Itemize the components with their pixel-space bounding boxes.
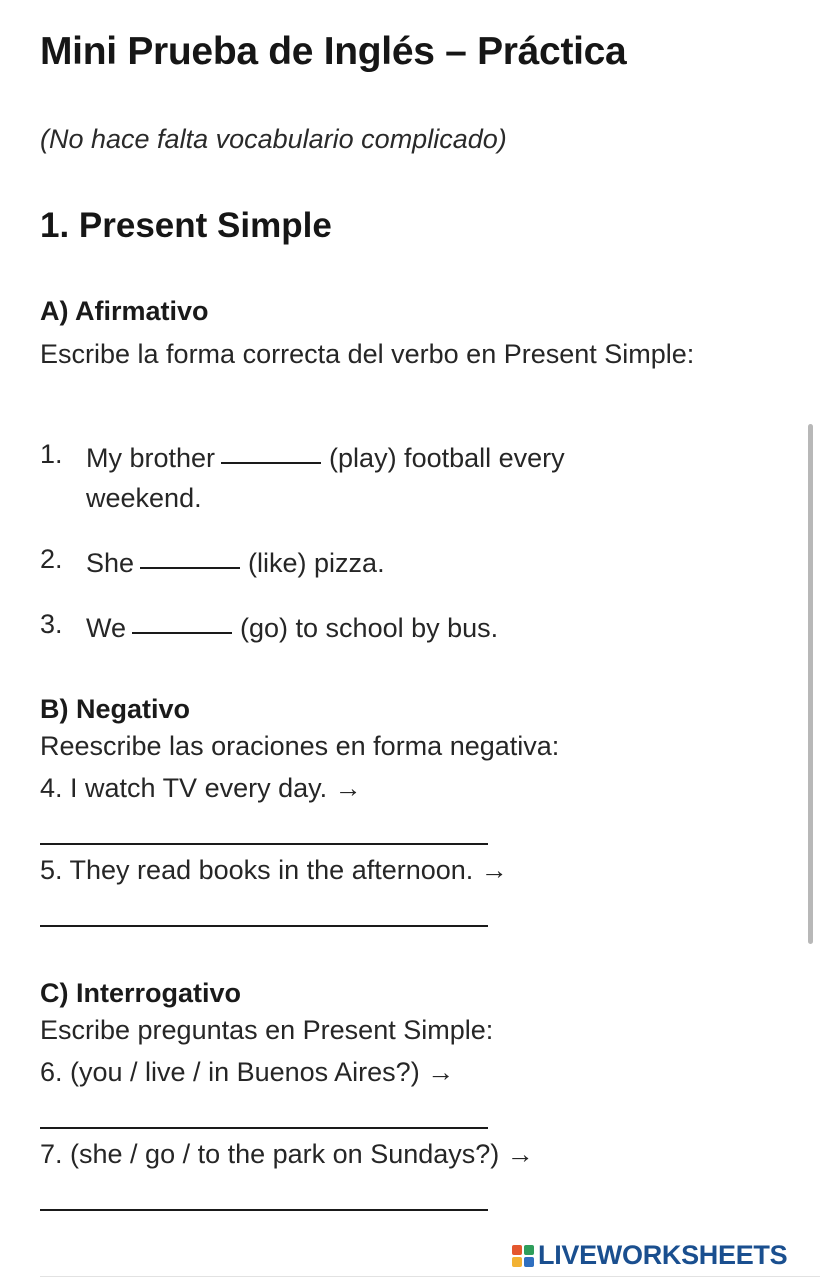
item-4-prompt: 4. I watch TV every day. → [40, 773, 362, 803]
part-b-instruction: Reescribe las oraciones en forma negativa: [40, 731, 560, 761]
item-1-before: My brother [86, 443, 216, 473]
item-3-blank[interactable] [132, 631, 232, 634]
item-1-continuation: weekend. [86, 483, 202, 513]
item-5-prompt: 5. They read books in the afternoon. → [40, 855, 508, 885]
item-1-blank[interactable] [221, 461, 321, 464]
part-b-heading: B) Negativo [40, 694, 191, 724]
item-3-after: (go) to school by bus. [240, 613, 499, 643]
item-2 [86, 543, 385, 583]
page-title: Mini Prueba de Inglés – Práctica [40, 30, 627, 73]
item-6-answer-line[interactable] [40, 1127, 488, 1129]
item-3-before: We [86, 613, 127, 643]
part-c-heading: C) Interrogativo [40, 978, 242, 1008]
section-heading-present-simple: 1. Present Simple [40, 206, 332, 245]
bottom-divider [40, 1276, 820, 1277]
liveworksheets-brand[interactable] [512, 1240, 787, 1271]
item-4-answer-line[interactable] [40, 843, 488, 845]
liveworksheets-logo-icon [512, 1245, 534, 1267]
brand-wordmark: LIVEWORKSHEETS [538, 1240, 788, 1270]
item-5-answer-line[interactable] [40, 925, 488, 927]
logo-square-1 [512, 1245, 522, 1255]
item-1-number: 1. [40, 439, 63, 469]
vertical-scrollbar[interactable] [808, 424, 813, 944]
part-a-instruction: Escribe la forma correcta del verbo en Present Simple: [40, 339, 695, 369]
item-7-prompt: 7. (she / go / to the park on Sundays?) → [40, 1139, 534, 1169]
item-1 [86, 438, 565, 478]
item-2-blank[interactable] [140, 566, 240, 569]
page-subtitle: (No hace falta vocabulario complicado) [40, 124, 507, 154]
item-1-after: (play) football every [329, 443, 565, 473]
logo-square-4 [524, 1257, 534, 1267]
item-2-after: (like) pizza. [248, 548, 385, 578]
item-3-number: 3. [40, 609, 63, 639]
logo-square-2 [524, 1245, 534, 1255]
item-6-prompt: 6. (you / live / in Buenos Aires?) → [40, 1057, 455, 1087]
item-3 [86, 608, 498, 648]
item-7-answer-line[interactable] [40, 1209, 488, 1211]
item-2-number: 2. [40, 544, 63, 574]
item-2-before: She [86, 548, 135, 578]
part-a-heading: A) Afirmativo [40, 296, 209, 326]
logo-square-3 [512, 1257, 522, 1267]
part-c-instruction: Escribe preguntas en Present Simple: [40, 1015, 494, 1045]
